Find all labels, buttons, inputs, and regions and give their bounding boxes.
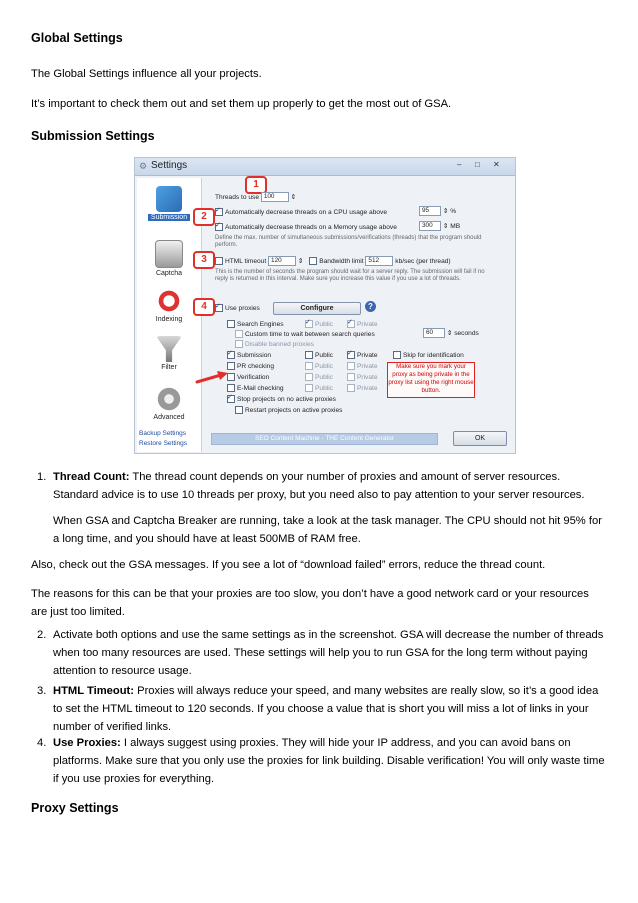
red-arrow-icon: [195, 370, 229, 384]
use-proxies-checkbox: [215, 304, 223, 312]
paragraph-check-settings: It’s important to check them out and set them up properly to get the most out of GSA.: [31, 98, 452, 110]
stop-projects-row: ✓Stop projects on no active proxies: [227, 395, 336, 403]
private-proxy-warning: Make sure you mark your proxy as being private in the proxy list using the right mouse button.: [387, 362, 475, 398]
sidebar-item-submission: Submission: [139, 186, 199, 221]
minimize-icon: –: [457, 160, 462, 169]
custom-time-row: Custom time to wait between search queries: [235, 330, 375, 338]
email-checking-public-checkbox: [305, 384, 313, 392]
marker-3: 3: [193, 251, 215, 269]
timeout-note: This is the number of seconds the program should wait for a server reply. The submission will fail if no reply is returned in this interval. Make sure you increase this value if you use a lot of threads.: [215, 269, 485, 282]
cpu-checkbox: [215, 208, 223, 216]
custom-time-value-row: 60 ⇕ seconds: [423, 328, 479, 338]
backup-settings-link: Backup Settings: [139, 430, 186, 437]
paragraph-global-intro: The Global Settings influence all your projects.: [31, 68, 262, 80]
restore-settings-link: Restore Settings: [139, 440, 188, 447]
search-engines-public-checkbox: [305, 320, 313, 328]
disable-banned-row: Disable banned proxies: [235, 340, 314, 348]
custom-time-input: 60: [423, 328, 445, 338]
captcha-icon: [155, 240, 183, 268]
gear-icon: [156, 386, 182, 412]
stop-projects-checkbox: [227, 395, 235, 403]
marker-2: 2: [193, 208, 215, 226]
memory-row: ✓Automatically decrease threads on a Memory usage above: [215, 223, 397, 231]
heading-submission-settings: Submission Settings: [31, 129, 155, 143]
submission-icon: [156, 186, 182, 212]
heading-global-settings: Global Settings: [31, 31, 123, 45]
settings-window-icon: ⚙: [139, 161, 148, 171]
configure-button: Configure: [273, 302, 361, 315]
cpu-stepper-icon: ⇕: [442, 207, 449, 215]
html-timeout-checkbox: [215, 257, 223, 265]
restart-projects-checkbox: [235, 406, 243, 414]
html-timeout-input: 120: [268, 256, 296, 266]
submission-public-checkbox: [305, 351, 313, 359]
search-engines-row: Search Engines: [227, 320, 284, 328]
sidebar-item-captcha: Captcha: [139, 240, 199, 277]
threads-stepper-icon: ⇕: [290, 193, 297, 201]
custom-time-stepper-icon: ⇕: [446, 329, 453, 337]
search-engines-checkbox: [227, 320, 235, 328]
pr-checking-row: PR checking: [227, 362, 274, 370]
paragraph-gsa-messages: Also, check out the GSA messages. If you see a lot of “download failed” errors, reduce the thread count.: [31, 559, 546, 571]
pr-checking-checkbox: [227, 362, 235, 370]
sidebar-item-filter: Filter: [139, 336, 199, 371]
html-timeout-stepper-icon: ⇕: [297, 257, 304, 265]
memory-input: 300: [419, 221, 441, 231]
status-banner: SEO Content Machine - THE Content Generator: [211, 433, 438, 445]
list-item-thread-count: 1. Thread Count: The thread count depends on your number of proxies and amount of server resources. Standard advice is to use 10 threads per proxy, but you need also to pay attention to your server resources.: [37, 471, 585, 501]
use-proxies-row: ✓Use proxies: [215, 304, 260, 312]
bandwidth-input: 512: [365, 256, 393, 266]
submission-private-checkbox: [347, 351, 355, 359]
ok-button: OK: [453, 431, 507, 446]
submission-checkbox: [227, 351, 235, 359]
memory-value-row: 300 ⇕ MB: [419, 221, 460, 231]
paragraph-task-manager: When GSA and Captcha Breaker are running, take a look at the task manager. The CPU should not hit 95% for a long time, and you should have at least 500MB of RAM free.: [53, 515, 602, 545]
verification-public-checkbox: [305, 373, 313, 381]
window-titlebar: [135, 158, 515, 176]
proxy-submission-row: ✓Submission: [227, 351, 271, 359]
pr-checking-private-checkbox: [347, 362, 355, 370]
email-checking-checkbox: [227, 384, 235, 392]
disable-banned-checkbox: [235, 340, 243, 348]
memory-stepper-icon: ⇕: [442, 222, 449, 230]
email-checking-row: E-Mail checking: [227, 384, 284, 392]
email-checking-private-checkbox: [347, 384, 355, 392]
threads-input: 100: [261, 192, 289, 202]
pr-checking-public-checkbox: [305, 362, 313, 370]
cpu-row: ✓Automatically decrease threads on a CPU usage above: [215, 208, 387, 216]
threads-note: Define the max. number of simultaneous submissions/verifications (threads) that the program should perform.: [215, 235, 482, 248]
memory-checkbox: [215, 223, 223, 231]
restart-projects-row: Restart projects on active proxies: [235, 406, 342, 414]
window-title: Settings: [151, 160, 188, 171]
document-page: Global Settings The Global Settings influence all your projects. It’s important to check them out and set them up properly to get the most out of GSA. Submission Settings ⚙ Settings – □ ✕ Submission Captcha Indexing Filter Advanced Backup Settings Restore Settings 1 2 3 4 Threads to use 100 ⇕ ✓Automatically decrease threads on a CPU usage above 95 ⇕ % ✓Automatically decrease threads on a Memory usage above 300 ⇕ MB Define the max. number of simultaneous submissions/verifications (threads) that the program should perform. HTML timeout 120 ⇕ Bandwidth limit 512 kb/sec (per thread) This is the number of seconds the program should wait for a server reply. The submission will fail if no reply is returned in this interval. Make sure you increase this value if you use a lot of threads. ✓Use proxies Configure ? Search Engines ✓ Public ✓ Private Custom time to wait between search queries 60 ⇕ seconds Disable banned proxies ✓Submission Public ✓ Private Skip for identification PR checking Public Private Verification Public Private E-Mail checking Public Private Make sure you mark your proxy as being private in the proxy list using the right mouse button. ✓Stop projects on no active proxies Restart projects on active proxies SEO Content Machine - THE Content Generator OK 1. Thread Count: The thread count depends on your number of proxies and amount of server resources. Standard advice is to use 10 threads per proxy, but you need also to pay attention to your server resources. When GSA and Captcha Breaker are running, take a look at the task manager. The CPU should not hit 95% for a long time, and you should have at least 500MB of RAM free. Also, check out the GSA messages. If you see a lot of “download failed” errors, reduce the thread count. The reasons for this can be that your proxies are too slow, you don’t have a good network card or your resources are just too limited. 2. Activate both options and use the same settings as in the screenshot. GSA will decrease the number of threads when too many resources are used. These settings will help you to run GSA for the long term without paying attention to resource usage. 3. HTML Timeout: Proxies will always reduce your speed, and many websites are really slow, so it’s a good idea to set the HTML timeout to 120 seconds. If you choose a value that is short you will miss a lot of links in your number of verified links. 4. Use Proxies: I always suggest using proxies. They will hide your IP address, and you can avoid bans on platforms. Make sure that you only use the proxies for link building. Disable verification! You will only waste time if you use proxies for everything. Proxy Settings: [0, 0, 638, 903]
maximize-icon: □: [475, 160, 480, 169]
heading-proxy-settings: Proxy Settings: [31, 801, 119, 815]
cpu-value-row: 95 ⇕ %: [419, 206, 456, 216]
verification-row: Verification: [227, 373, 269, 381]
marker-4: 4: [193, 298, 215, 316]
indexing-icon: [156, 288, 182, 314]
settings-screenshot: ⚙ Settings – □ ✕ Submission Captcha Indexing Filter Advanced Backup Settings Restore Settings 1 2 3 4 Threads to use 100 ⇕ ✓Automatically decrease threads on a CPU usage above 95 ⇕ % ✓Automatically decrease threads on a Memory usage above 300 ⇕ MB Define the max. number of simultaneous submissions/verifications (threads) that the program should perform. HTML timeout 120 ⇕ Bandwidth limit 512 kb/sec (per thread) This is the number of seconds the program should wait for a server reply. The submission will fail if no reply is returned in this interval. Make sure you increase this value if you use a lot of threads. ✓Use proxies Configure ? Search Engines ✓ Public ✓ Private Custom time to wait between search queries 60 ⇕ seconds Disable banned proxies ✓Submission Public ✓ Private Skip for identification PR checking Public Private Verification Public Private E-Mail checking Public Private Make sure you mark your proxy as being private in the proxy list using the right mouse button. ✓Stop projects on no active proxies Restart projects on active proxies SEO Content Machine - THE Content Generator OK: [134, 157, 516, 454]
skip-identification-checkbox: [393, 351, 401, 359]
close-icon: ✕: [493, 160, 500, 169]
sidebar-item-indexing: Indexing: [139, 288, 199, 323]
verification-private-checkbox: [347, 373, 355, 381]
cpu-input: 95: [419, 206, 441, 216]
html-timeout-row: HTML timeout 120 ⇕ Bandwidth limit 512 kb/sec (per thread): [215, 256, 451, 266]
custom-time-checkbox: [235, 330, 243, 338]
help-icon: ?: [365, 301, 376, 312]
filter-icon: [156, 336, 182, 362]
sidebar-item-advanced: Advanced: [139, 386, 199, 421]
paragraph-reasons: The reasons for this can be that your proxies are too slow, you don’t have a good network card or your resources are just too limited.: [31, 588, 589, 618]
bandwidth-checkbox: [309, 257, 317, 265]
marker-1: 1: [245, 176, 267, 194]
threads-row: Threads to use 100 ⇕: [215, 193, 297, 201]
search-engines-private-checkbox: [347, 320, 355, 328]
